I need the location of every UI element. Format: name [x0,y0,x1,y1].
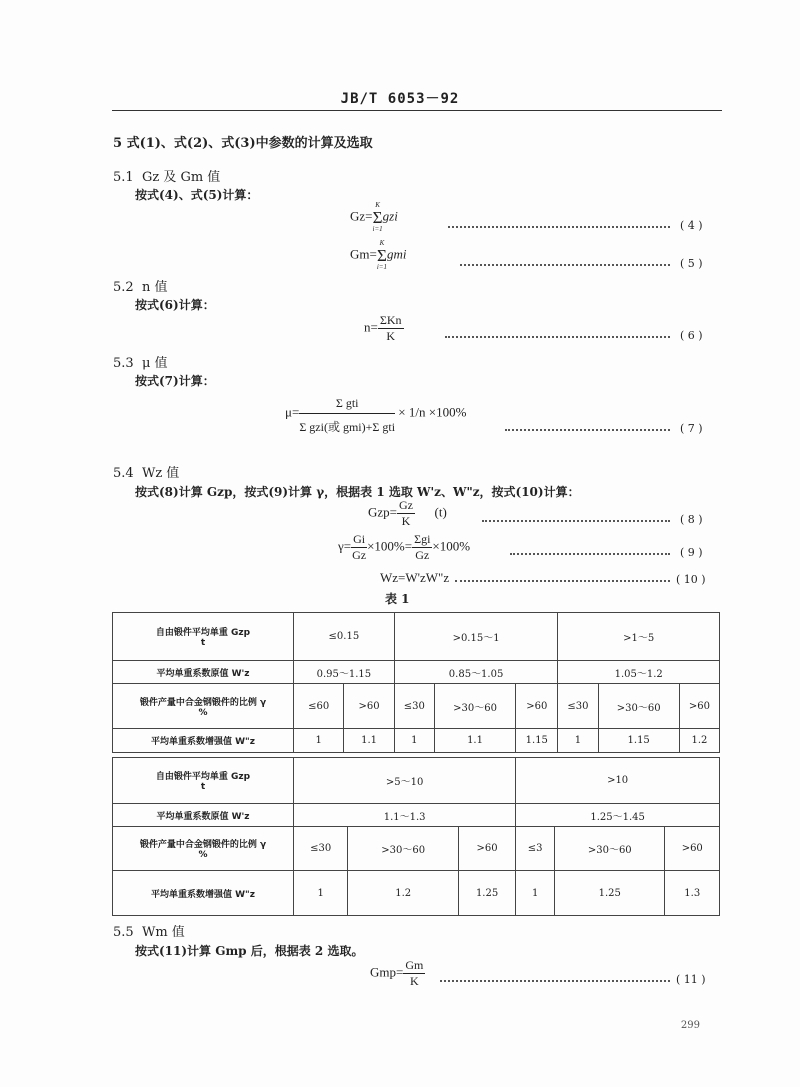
cell: >1～5 [558,613,720,661]
formula-10: Wz=W'zW"z [380,570,450,585]
cell: >30～60 [598,684,679,729]
cell: 1.25 [555,871,665,916]
formula-7-number: ( 7 ) [680,422,703,435]
leader-dots [445,336,670,338]
cell: ≤30 [558,684,598,729]
cell: 1 [516,871,555,916]
table-1-part-2 [112,757,720,916]
standard-header: JB/T 6053－92 [340,91,460,107]
cell: 1.05～1.2 [558,661,720,684]
page-number: 299 [680,1020,700,1031]
cell: >60 [458,827,515,871]
cell: >60 [679,684,719,729]
section-5-3-heading: 5.3 μ 值 [113,356,168,371]
section-5-4-text: 按式(8)计算 Gzp，按式(9)计算 γ，根据表 1 选取 W'z、W"z，按式(10)计算： [135,485,580,499]
table-caption: 表 1 [385,592,410,606]
formula-5: Gm= K Σ i=1 gmi [350,239,407,271]
leader-dots [505,429,670,431]
cell: 1 [558,729,598,753]
cell: 1.1 [344,729,394,753]
cell: 1.2 [348,871,458,916]
section-5-4-heading: 5.4 Wz 值 [113,466,180,481]
section-5-3-text: 按式(7)计算： [135,374,215,388]
formula-7: μ= $\frac{\text{Σ gti}}{\text{Σ gzi(或 gmi)+Σ gti}}$ × 1/n ×100% [285,392,466,435]
cell: ≤30 [394,684,434,729]
cell: >5～10 [294,758,516,804]
cell: ≤0.15 [294,613,395,661]
row-label: 平均单重系数增强值 W"z [113,871,294,916]
cell: 1.1 [434,729,515,753]
row-label: 平均单重系数增强值 W"z [113,729,294,753]
table-1-part-1 [112,612,720,753]
formula-6-number: ( 6 ) [680,329,703,342]
leader-dots [448,226,670,228]
section-5-heading: 5 式(1)、式(2)、式(3)中参数的计算及选取 [113,136,373,151]
leader-dots [455,580,670,582]
formula-9: γ= $\frac{Gi}{Gz}$ ×100%= $\frac{\text{Σgi}}{Gz}$ ×100% [338,532,471,562]
cell: >30～60 [555,827,665,871]
cell: >0.15～1 [394,613,558,661]
section-5-2-heading: 5.2 n 值 [113,280,168,295]
section-5-5-text: 按式(11)计算 Gmp 后，根据表 2 选取。 [135,944,364,958]
cell: >60 [516,684,558,729]
formula-8-number: ( 8 ) [680,513,703,526]
formula-9-number: ( 9 ) [680,546,703,559]
cell: 0.85～1.05 [394,661,558,684]
leader-dots [440,980,670,982]
cell: ≤30 [294,827,348,871]
cell: 1.15 [516,729,558,753]
cell: >60 [344,684,394,729]
cell: 1 [394,729,434,753]
cell: 1.2 [679,729,719,753]
formula-8: Gzp= $\frac{Gz}{K}$ (t) [368,498,447,528]
cell: >30～60 [434,684,515,729]
formula-5-number: ( 5 ) [680,257,703,270]
cell: 1.3 [665,871,720,916]
row-label: 锻件产量中合金钢锻件的比例 γ % [113,684,294,729]
formula-4: Gz= K Σ i=1 gzi [350,201,398,233]
row-label: 平均单重系数原值 W'z [113,804,294,827]
cell: 1.1～1.3 [294,804,516,827]
cell: 1 [294,871,348,916]
formula-10-number: ( 10 ) [676,573,706,586]
cell: 1.25 [458,871,515,916]
row-label: 平均单重系数原值 W'z [113,661,294,684]
formula-6: n= $\frac{\text{ΣKn}}{K}$ [364,313,402,343]
formula-4-number: ( 4 ) [680,219,703,232]
row-label: 自由锻件平均单重 Gzp t [113,758,294,804]
section-5-1-heading: 5.1 Gz 及 Gm 值 [113,170,221,185]
row-label: 自由锻件平均单重 Gzp t [113,613,294,661]
cell: ≤3 [516,827,555,871]
cell: 1 [294,729,344,753]
leader-dots [482,520,670,522]
section-5-5-heading: 5.5 Wm 值 [113,925,185,940]
cell: 1.25～1.45 [516,804,720,827]
cell: ≤60 [294,684,344,729]
cell: >60 [665,827,720,871]
cell: 1.15 [598,729,679,753]
leader-dots [510,553,670,555]
cell: >10 [516,758,720,804]
section-5-1-text: 按式(4)、式(5)计算： [135,188,259,202]
leader-dots [460,264,670,266]
formula-11: Gmp= $\frac{Gm}{K}$ [370,958,424,988]
formula-11-number: ( 11 ) [676,973,706,986]
cell: 0.95～1.15 [294,661,395,684]
row-label: 锻件产量中合金钢锻件的比例 γ % [113,827,294,871]
header-rule [112,110,722,111]
cell: >30～60 [348,827,458,871]
section-5-2-text: 按式(6)计算： [135,298,215,312]
